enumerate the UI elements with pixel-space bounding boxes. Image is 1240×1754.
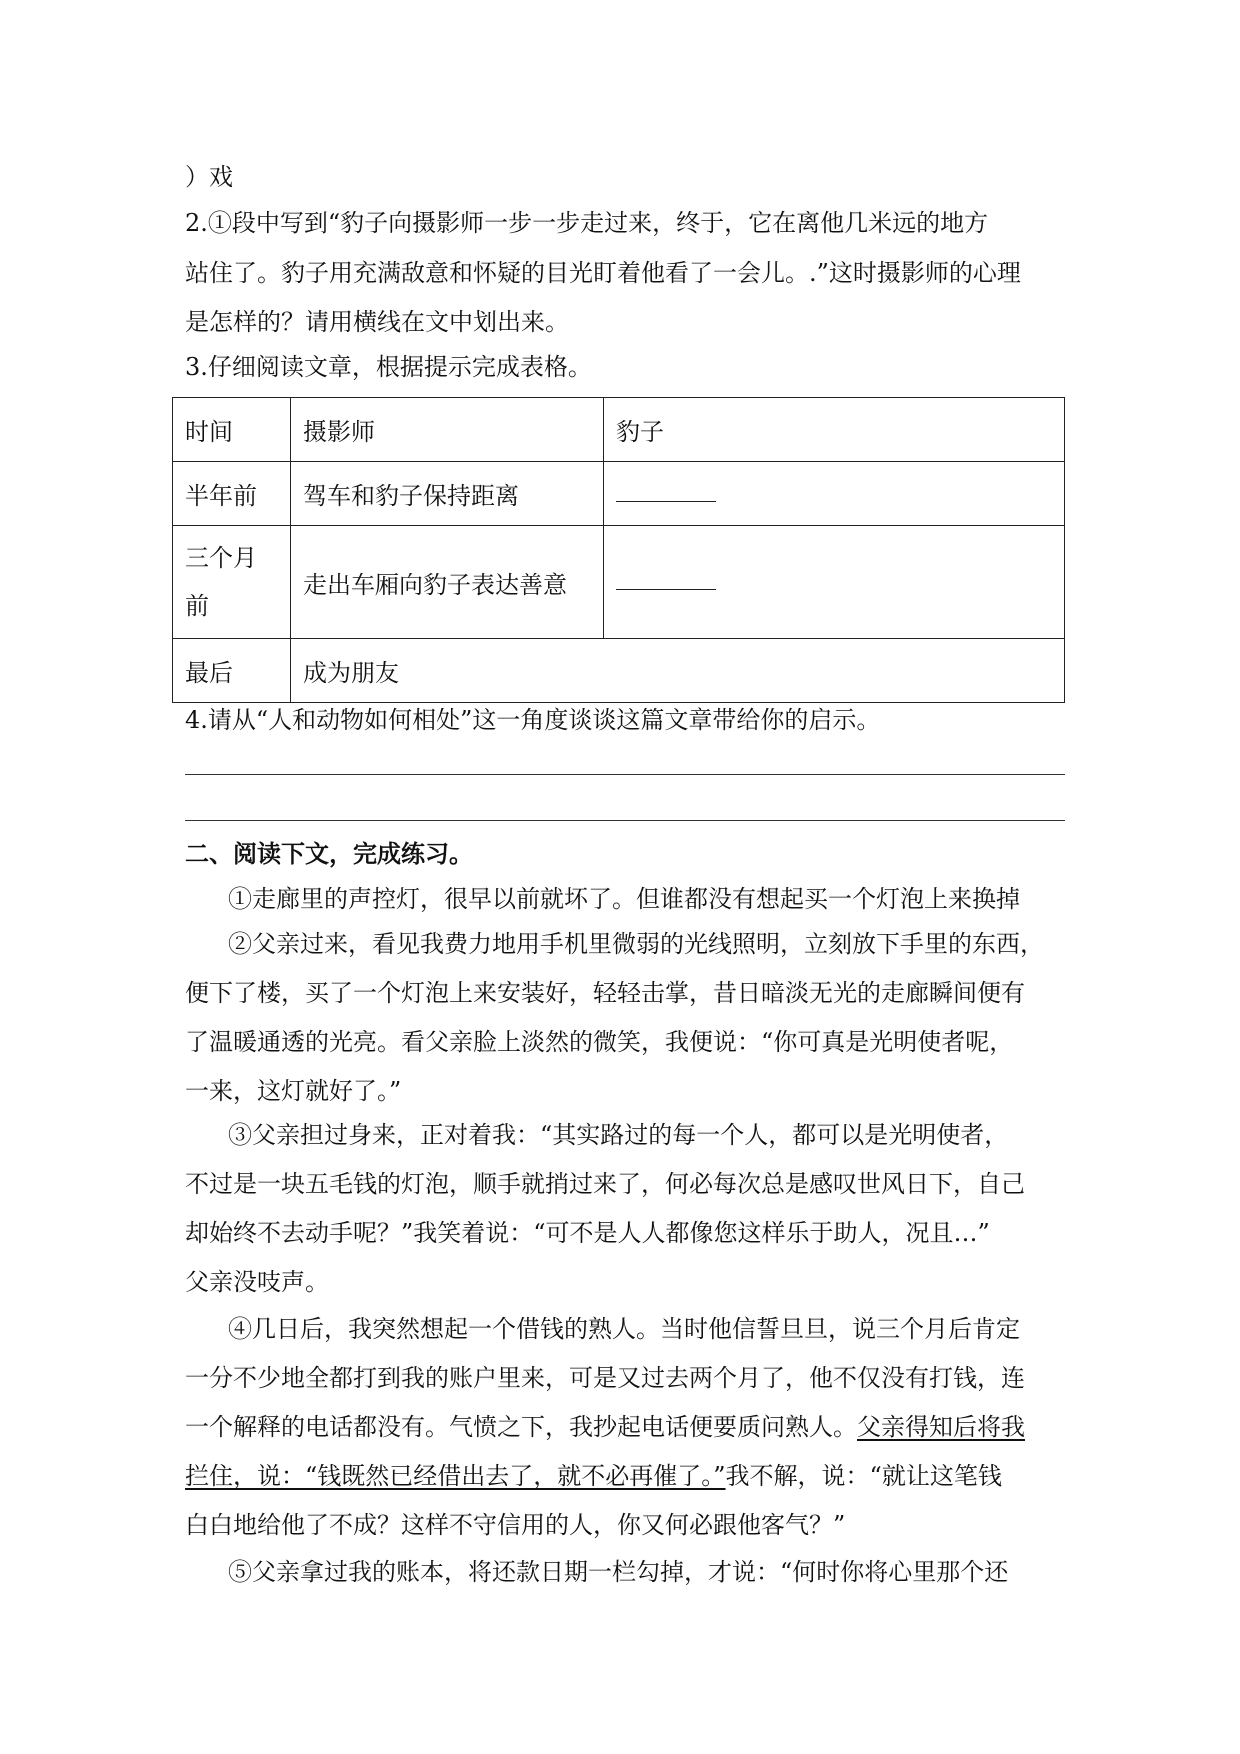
question-4: 4.请从“人和动物如何相处”这一角度谈谈这篇文章带给你的启示。 — [185, 706, 881, 734]
passage-text: 一个解释的电话都没有。气愤之下，我抄起电话便要质问熟人。 — [185, 1413, 857, 1441]
passage-para-4-line-3 — [185, 1410, 1025, 1444]
section-2-title: 二、阅读下文，完成练习。 — [185, 840, 473, 868]
cell-time: 三个月前 — [173, 526, 291, 639]
header-leopard: 豹子 — [604, 398, 1065, 462]
passage-para-2-line-2: 便下了楼，买了一个灯泡上来安装好，轻轻击掌，昔日暗淡无光的走廊瞬间便有 — [185, 979, 1025, 1007]
passage-para-3-line-2: 不过是一块五毛钱的灯泡，顺手就捎过来了，何必每次总是感叹世风日下，自己 — [185, 1170, 1025, 1198]
answer-table — [172, 397, 1065, 703]
table-row — [173, 639, 1065, 703]
passage-para-4-line-5: 白白地给他了不成？这样不守信用的人，你又何必跟他客气？” — [185, 1511, 846, 1539]
passage-para-4-line-1: ④几日后，我突然想起一个借钱的熟人。当时他信誓旦旦，说三个月后肯定 — [228, 1315, 1020, 1343]
passage-para-4-line-4 — [185, 1459, 1002, 1493]
cell-leopard-blank[interactable] — [604, 462, 1065, 526]
cell-time: 最后 — [173, 639, 291, 703]
cell-photographer: 成为朋友 — [291, 639, 1065, 703]
table-row — [173, 526, 1065, 639]
answer-line-2[interactable] — [185, 820, 1065, 821]
cell-photographer: 驾车和豹子保持距离 — [291, 462, 604, 526]
cell-time: 半年前 — [173, 462, 291, 526]
cell-photographer: 走出车厢向豹子表达善意 — [291, 526, 604, 639]
underlined-sentence: 拦住，说：“钱既然已经借出去了，就不必再催了。” — [185, 1462, 726, 1490]
passage-para-2-line-4: 一来，这灯就好了。” — [185, 1077, 402, 1105]
passage-para-1: ①走廊里的声控灯，很早以前就坏了。但谁都没有想起买一个灯泡上来换掉 — [228, 885, 1020, 913]
cell-leopard-blank[interactable] — [604, 526, 1065, 639]
question-2-line-1: 2.①段中写到“豹子向摄影师一步一步走过来，终于，它在离他几米远的地方 — [185, 209, 989, 237]
answer-blank[interactable] — [616, 481, 716, 502]
passage-para-2-line-1: ②父亲过来，看见我费力地用手机里微弱的光线照明，立刻放下手里的东西， — [228, 930, 1044, 958]
passage-para-3-line-1: ③父亲担过身来，正对着我：“其实路过的每一个人，都可以是光明使者， — [228, 1121, 1009, 1149]
passage-para-3-line-3: 却始终不去动手呢？”我笑着说：“可不是人人都像您这样乐于助人，况且…” — [185, 1219, 990, 1247]
passage-para-4-line-2: 一分不少地全都打到我的账户里来，可是又过去两个月了，他不仅没有打钱，连 — [185, 1364, 1025, 1392]
passage-text: 我不解，说：“就让这笔钱 — [725, 1462, 1002, 1490]
underlined-sentence: 父亲得知后将我 — [857, 1413, 1025, 1441]
question-1-tail: ）戏 — [185, 163, 233, 191]
passage-para-2-line-3: 了温暖通透的光亮。看父亲脸上淡然的微笑，我便说：“你可真是光明使者呢， — [185, 1028, 1014, 1056]
question-2-line-3: 是怎样的？请用横线在文中划出来。 — [185, 308, 569, 336]
passage-para-3-line-4: 父亲没吱声。 — [185, 1268, 329, 1296]
table-header-row — [173, 398, 1065, 462]
table-row — [173, 462, 1065, 526]
passage-para-5-line-1: ⑤父亲拿过我的账本，将还款日期一栏勾掉，才说：“何时你将心里那个还 — [228, 1558, 1009, 1586]
header-time: 时间 — [173, 398, 291, 462]
answer-blank[interactable] — [616, 569, 716, 590]
header-photographer: 摄影师 — [291, 398, 604, 462]
question-2-line-2: 站住了。豹子用充满敌意和怀疑的目光盯着他看了一会儿。.”这时摄影师的心理 — [185, 259, 1021, 287]
answer-line-1[interactable] — [185, 774, 1065, 775]
question-3: 3.仔细阅读文章，根据提示完成表格。 — [185, 353, 592, 381]
